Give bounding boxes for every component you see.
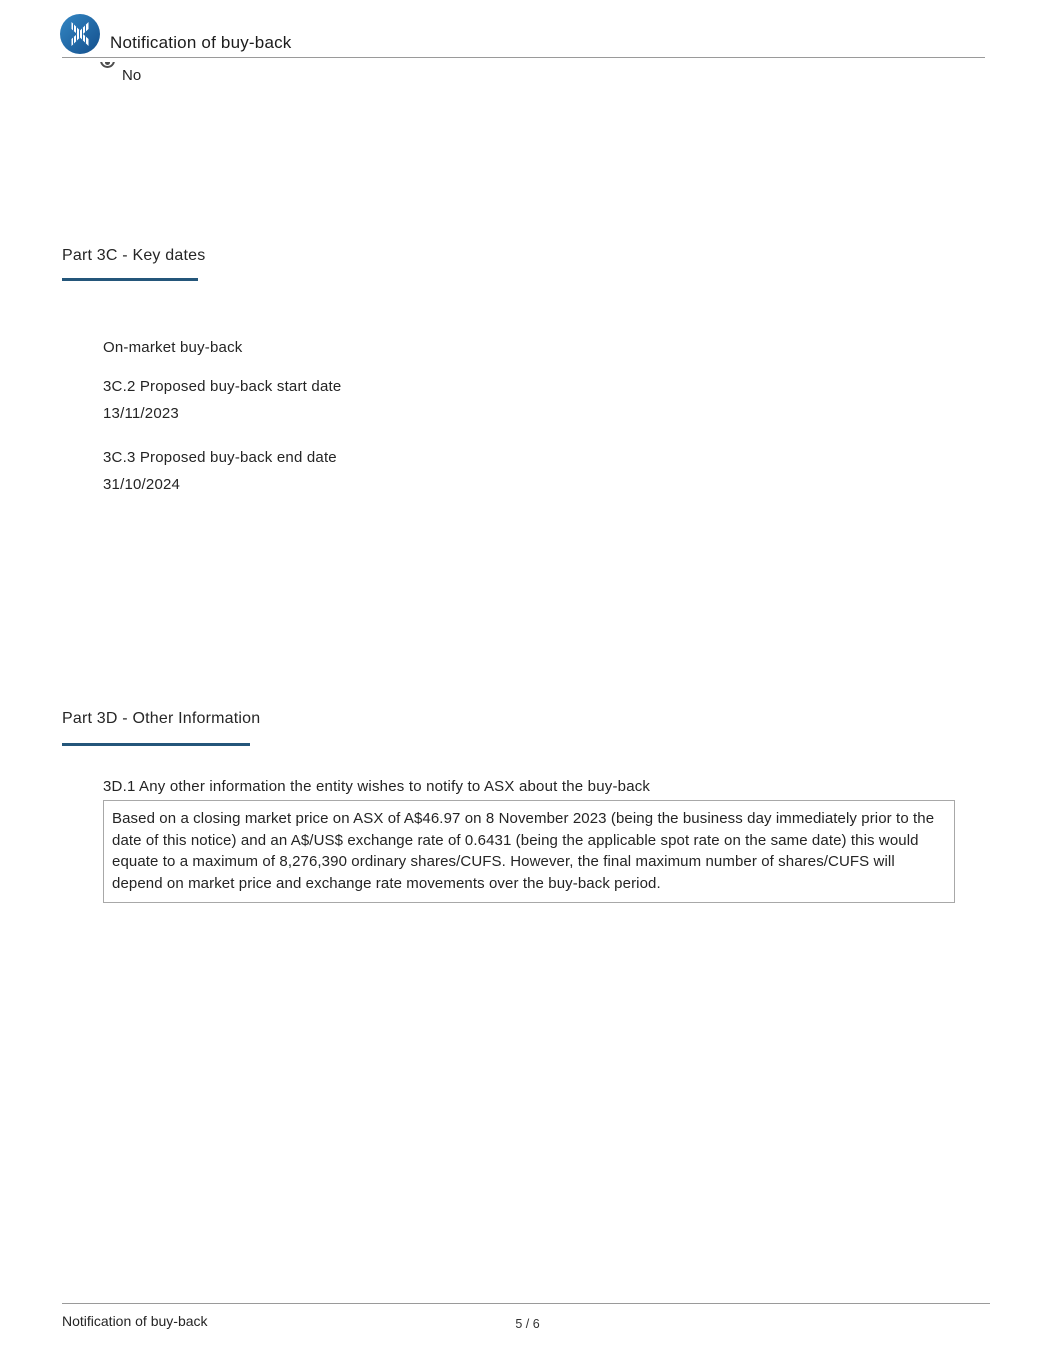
footer-document-title: Notification of buy-back <box>62 1313 208 1329</box>
header-divider <box>62 57 985 58</box>
buyback-answer-option[interactable] <box>100 62 141 84</box>
section-title-part3c: Part 3C - Key dates <box>62 247 206 264</box>
section-underline-part3c <box>62 278 198 281</box>
field-value-start-date: 13/11/2023 <box>103 405 179 422</box>
buyback-type-subheading: On-market buy-back <box>103 339 243 356</box>
asx-logo-icon <box>60 14 100 54</box>
radio-selected-icon[interactable] <box>100 62 116 74</box>
field-label-start-date: 3C.2 Proposed buy-back start date <box>103 378 342 395</box>
radio-option-label: No <box>122 67 142 84</box>
footer-divider <box>62 1303 990 1304</box>
section-underline-part3d <box>62 743 250 746</box>
page-number: 5 / 6 <box>515 1317 540 1331</box>
section-title-part3d: Part 3D - Other Information <box>62 710 261 727</box>
field-value-end-date: 31/10/2024 <box>103 476 181 493</box>
other-information-textbox: Based on a closing market price on ASX of A$46.97 on 8 November 2023 (being the business day immediately prior to the date of this notice) and an A$/US$ exchange rate of 0.6431 (being the applicable spot rate on the same date) this would equate to a maximum of 8,276,390 ordinary shares/CUFS. However, the final maximum number of shares/CUFS will depend on market price and exchange rate movements over the buy-back period. <box>103 800 955 903</box>
page-title: Notification of buy-back <box>110 33 292 52</box>
field-label-other-information: 3D.1 Any other information the entity wishes to notify to ASX about the buy-back <box>103 778 651 795</box>
field-label-end-date: 3C.3 Proposed buy-back end date <box>103 449 337 466</box>
